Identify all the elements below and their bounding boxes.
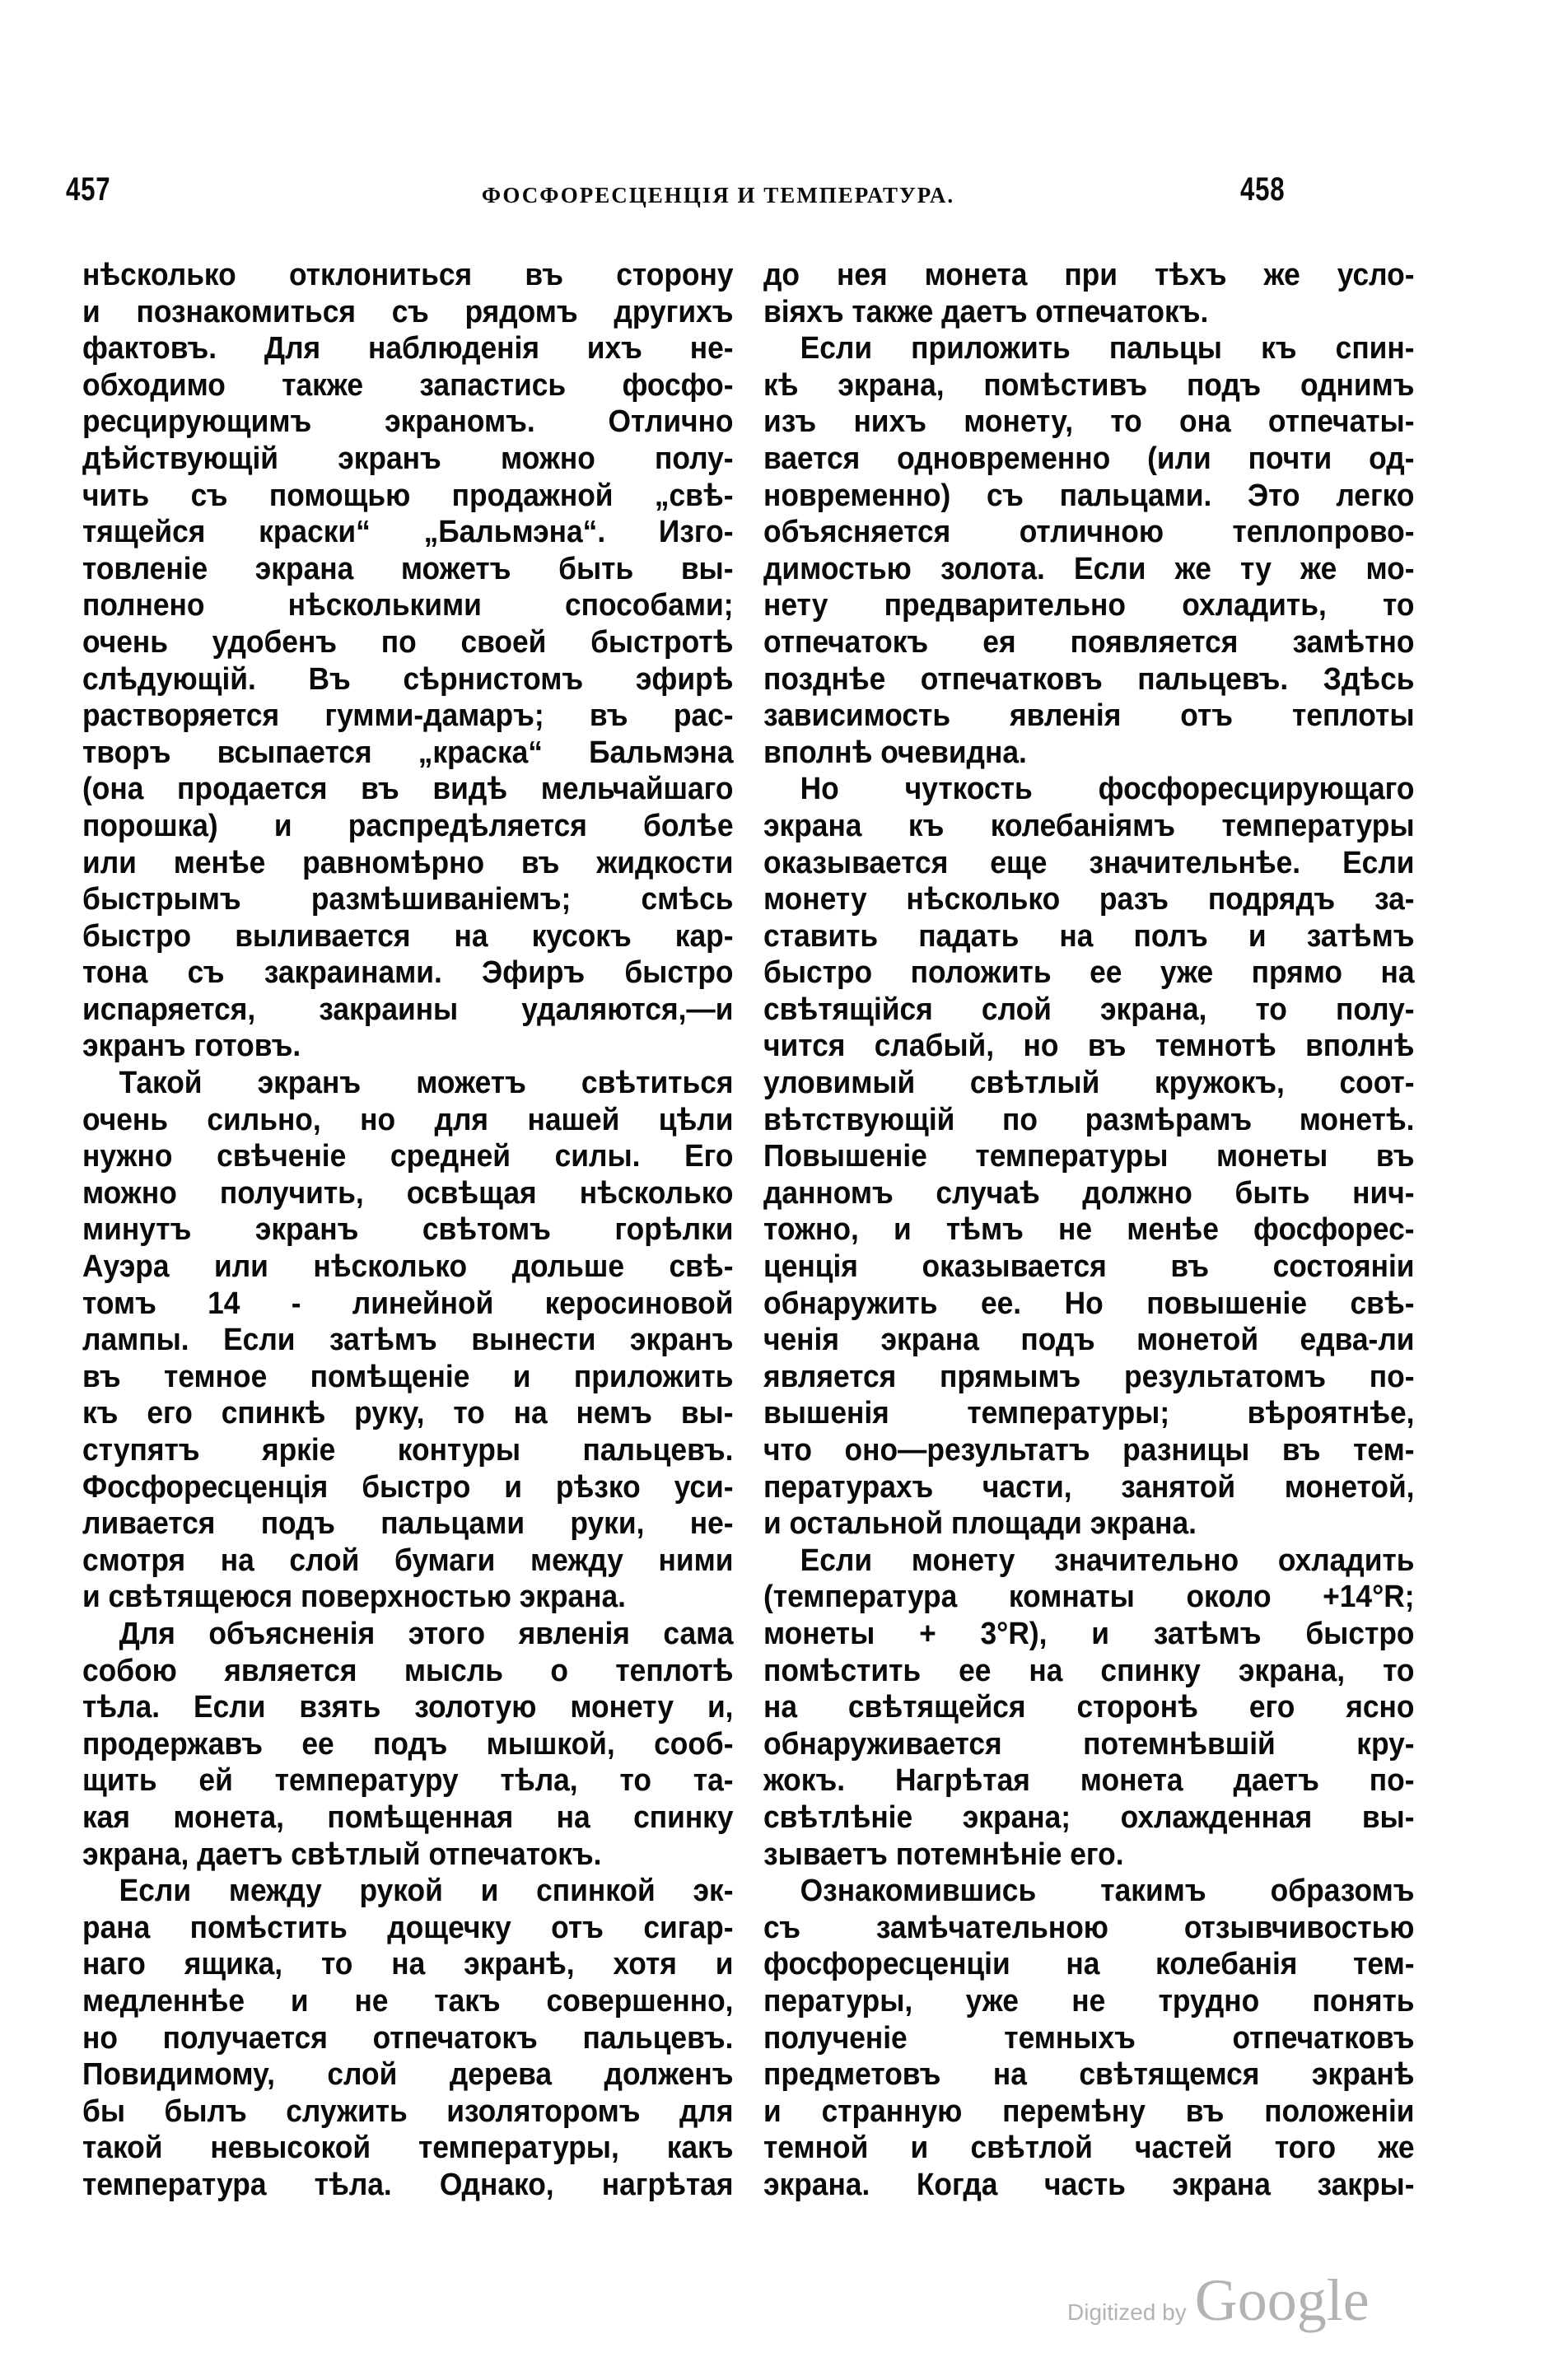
text-line: Если приложить пальцы къ спин- [800,331,1415,366]
text-line: Если между рукой и спинкой эк- [119,1874,734,1909]
google-logo-text: Google [1194,2267,1370,2333]
text-line: чить съ помощью продажной „свѣ- [82,478,734,513]
text-line: помѣстить ее на спинку экрана, то [763,1653,1415,1688]
text-line: отпечатокъ ея появляется замѣтно [763,624,1415,660]
text-line: вполнѣ очевидна. [763,735,1027,770]
text-line: порошка) и распредѣляется болѣе [82,808,734,843]
text-line: вышенія температуры; вѣроятнѣе, [763,1396,1415,1431]
text-line: кѣ экрана, помѣстивъ подъ однимъ [763,367,1415,403]
text-line: товленіе экрана можетъ быть вы- [82,551,734,586]
text-line: что оно—результатъ разницы въ тем- [763,1433,1415,1468]
text-line: можно получить, освѣщая нѣсколько [82,1175,734,1211]
text-line: быстрымъ размѣшиваніемъ; смѣсь [82,882,734,917]
text-line: полученіе темныхъ отпечатковъ [763,2020,1415,2056]
text-line: очень сильно, но для нашей цѣли [82,1102,734,1137]
text-line: испаряется, закраины удаляются,—и [82,992,734,1027]
text-line: полнено нѣсколькими способами; [82,588,734,623]
text-line: Повидимому, слой дерева долженъ [82,2057,734,2093]
text-line: жокъ. Нагрѣтая монета даетъ по- [763,1763,1415,1799]
text-line: ченія экрана подъ монетой едва-ли [763,1323,1415,1358]
text-line: вается одновременно (или почти од- [763,441,1415,476]
text-line: къ его спинкѣ руку, то на немъ вы- [82,1396,734,1431]
page-number-right: 458 [1240,171,1286,208]
running-title: ФОСФОРЕСЦЕНЦІЯ И ТЕМПЕРАТУРА. [481,183,955,208]
text-line: ресцирующимъ экраномъ. Отлично [82,404,734,440]
text-line: Если монету значительно охладить [800,1543,1415,1578]
text-line: быстро положить ее уже прямо на [763,955,1415,991]
text-line: Ознакомившись такимъ образомъ [800,1874,1415,1909]
text-line: является прямымъ результатомъ по- [763,1359,1415,1394]
text-line: лампы. Если затѣмъ вынести экранъ [82,1323,734,1358]
text-line: экранъ готовъ. [82,1029,301,1064]
text-line: свѣтящійся слой экрана, то полу- [763,992,1415,1027]
text-line: творъ всыпается „краска“ Бальмэна [82,735,734,770]
text-line: новременно) съ пальцами. Это легко [763,478,1415,513]
text-line: фактовъ. Для наблюденія ихъ не- [82,331,734,366]
text-line: до нея монета при тѣхъ же усло- [763,258,1415,292]
text-line: зываетъ потемнѣніе его. [763,1837,1124,1872]
text-line: продержавъ ее подъ мышкой, сооб- [82,1726,734,1762]
text-line: темной и свѣтлой частей того же [763,2131,1415,2166]
text-line: нету предварительно охладить, то [763,588,1415,623]
text-line: дѣйствующій экранъ можно полу- [82,441,734,476]
text-line: медленнѣе и не такъ совершенно, [82,1983,734,2019]
text-line: пературы, уже не трудно понять [763,1983,1415,2019]
text-line: (температура комнаты около +14°R; [763,1580,1415,1615]
text-line: тящейся краски“ „Бальмэна“. Изго- [82,515,734,550]
text-line: позднѣе отпечатковъ пальцевъ. Здѣсь [763,661,1415,697]
text-line: ценція оказывается въ состояніи [763,1249,1415,1285]
text-line: рана помѣстить дощечку отъ сигар- [82,1910,734,1945]
text-line: Но чуткость фосфоресцирующаго [800,772,1415,807]
text-line: экрана, даетъ свѣтлый отпечатокъ. [82,1837,602,1872]
text-line: на свѣтящейся сторонѣ его ясно [763,1690,1415,1725]
text-line: обходимо также запастись фосфо- [82,367,734,403]
text-line: монету нѣсколько разъ подрядъ за- [763,882,1415,917]
text-line: экрана къ колебаніямъ температуры [763,808,1415,843]
text-line: наго ящика, то на экранѣ, хотя и [82,1947,734,1982]
text-line: Ауэра или нѣсколько дольше свѣ- [82,1249,734,1285]
text-line: вѣтствующій по размѣрамъ монетѣ. [763,1102,1415,1137]
text-line: смотря на слой бумаги между ними [82,1543,734,1578]
text-line: фосфоресценціи на колебанія тем- [763,1947,1415,1982]
text-line: (она продается въ видѣ мельчайшаго [82,772,734,807]
text-line: тѣла. Если взять золотую монету и, [82,1690,734,1725]
text-line: такой невысокой температуры, какъ [82,2131,734,2166]
text-line: ливается подъ пальцами руки, не- [82,1506,734,1542]
text-line: уловимый свѣтлый кружокъ, соот- [763,1066,1415,1101]
text-line: и странную перемѣну въ положеніи [763,2093,1415,2129]
text-line: нужно свѣченіе средней силы. Его [82,1139,734,1174]
watermark-prefix: Digitized by [1067,2299,1187,2325]
text-line: данномъ случаѣ должно быть нич- [763,1175,1415,1211]
text-line: зависимость явленія отъ теплоты [763,698,1415,734]
text-line: монеты + 3°R), и затѣмъ быстро [763,1616,1415,1651]
text-line: томъ 14 - линейной керосиновой [82,1286,734,1321]
text-line: и остальной площади экрана. [763,1506,1197,1542]
text-line: ступятъ яркіе контуры пальцевъ. [82,1433,734,1468]
text-line: обнаруживается потемнѣвшій кру- [763,1726,1415,1762]
text-column-left [82,257,733,2203]
text-line: нѣсколько отклониться въ сторону [82,258,734,292]
page-number-left: 457 [66,171,111,208]
text-line: свѣтлѣніе экрана; охлажденная вы- [763,1799,1415,1835]
text-line: въ темное помѣщеніе и приложить [82,1359,734,1394]
text-line: и познакомиться съ рядомъ другихъ [82,294,734,329]
text-line: Фосфоресценція быстро и рѣзко уси- [82,1469,734,1505]
text-line: или менѣе равномѣрно въ жидкости [82,845,734,880]
text-line: Такой экранъ можетъ свѣтиться [119,1066,734,1101]
text-line: очень удобенъ по своей быстротѣ [82,624,734,660]
text-line: изъ нихъ монету, то она отпечаты- [763,404,1415,440]
text-line: тона съ закраинами. Эфиръ быстро [82,955,734,991]
text-line: Для объясненія этого явленія сама [119,1616,734,1651]
text-line: кая монета, помѣщенная на спинку [82,1799,734,1835]
text-line: оказывается еще значительнѣе. Если [763,845,1415,880]
text-column-right [763,257,1414,2203]
text-line: и свѣтящеюся поверхностью экрана. [82,1580,627,1615]
text-line: быстро выливается на кусокъ кар- [82,918,734,954]
text-line: обнаружить ее. Но повышеніе свѣ- [763,1286,1415,1321]
text-line: собою является мысль о теплотѣ [82,1653,734,1688]
text-line: экрана. Когда часть экрана закры- [763,2167,1415,2202]
text-line: температура тѣла. Однако, нагрѣтая [82,2167,734,2202]
text-line: растворяется гумми-дамаръ; въ рас- [82,698,734,734]
digitized-by-google-watermark [1067,2266,1370,2332]
text-line: предметовъ на свѣтящемся экранѣ [763,2057,1415,2093]
text-line: минутъ экранъ свѣтомъ горѣлки [82,1212,734,1248]
page-header [0,171,1568,221]
text-line: съ замѣчательною отзывчивостью [763,1910,1415,1945]
text-line: слѣдующій. Въ сѣрнистомъ эфирѣ [82,661,734,697]
text-line: віяхъ также даетъ отпечатокъ. [763,294,1209,329]
text-line: объясняется отличною теплопрово- [763,515,1415,550]
text-line: димостью золота. Если же ту же мо- [763,551,1415,586]
text-line: Повышеніе температуры монеты въ [763,1139,1415,1174]
text-line: щить ей температуру тѣла, то та- [82,1763,734,1799]
text-line: пературахъ части, занятой монетой, [763,1469,1415,1505]
text-line: но получается отпечатокъ пальцевъ. [82,2020,734,2056]
text-line: чится слабый, но въ темнотѣ вполнѣ [763,1029,1415,1064]
text-line: бы былъ служить изоляторомъ для [82,2093,734,2129]
text-line: тожно, и тѣмъ не менѣе фосфорес- [763,1212,1415,1248]
text-line: ставить падать на полъ и затѣмъ [763,918,1415,954]
